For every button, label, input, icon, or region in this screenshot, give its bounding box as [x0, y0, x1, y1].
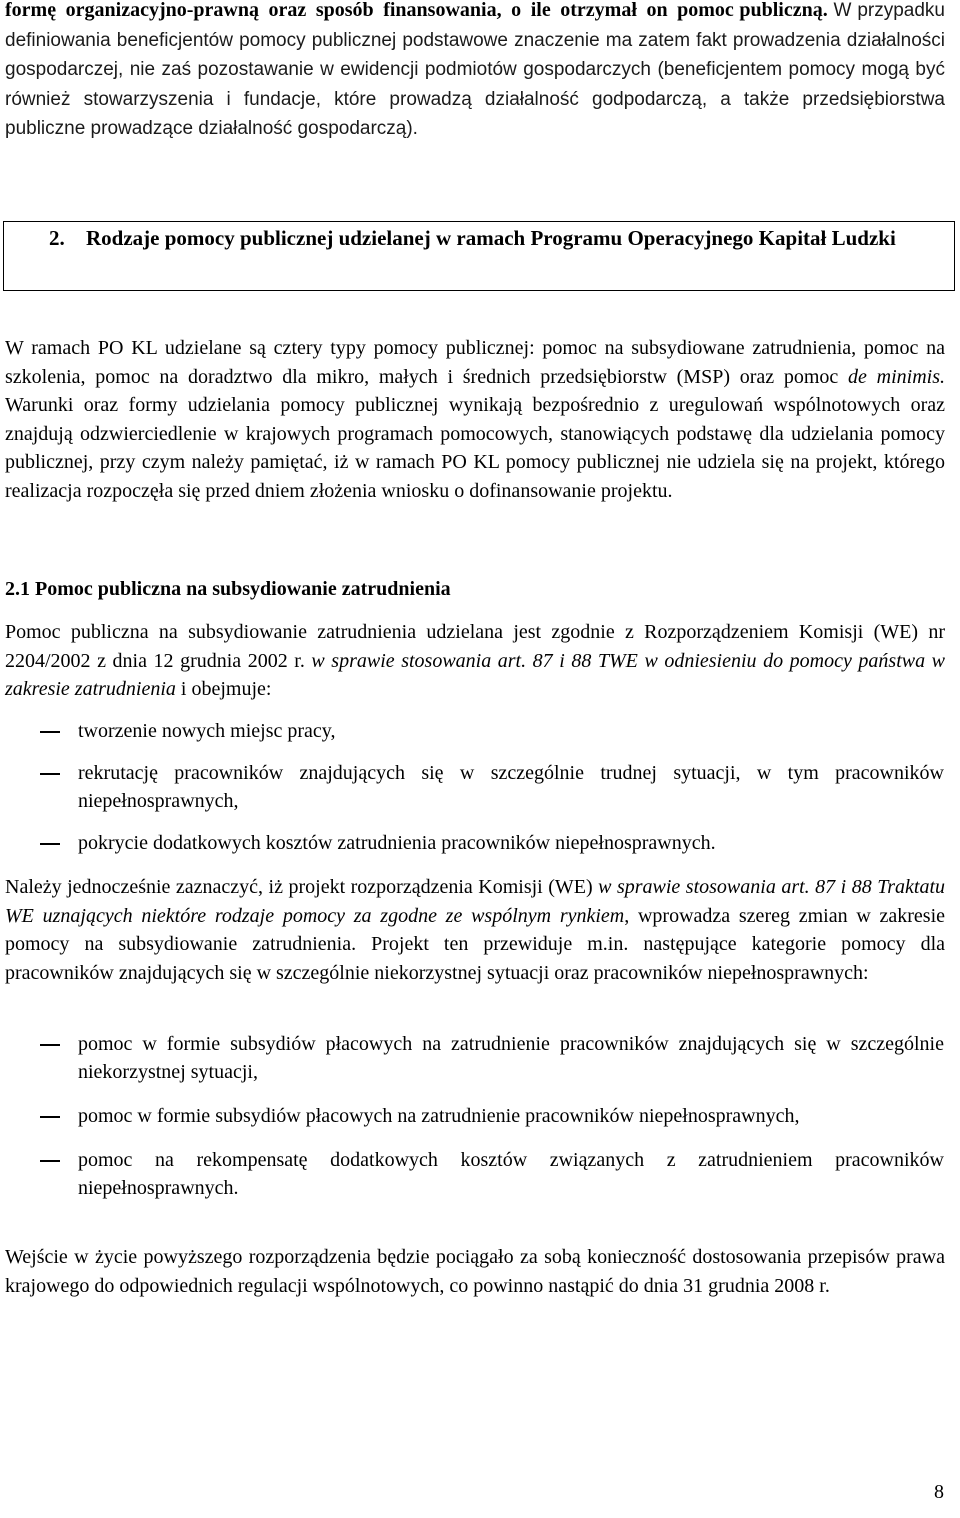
dash-bullet-icon — [40, 773, 60, 775]
paragraph-3-text-a: Należy jednocześnie zaznaczyć, iż projekt rozporządzenia Komisji (WE) — [5, 876, 599, 898]
list-item-text: tworzenie nowych miejsc pracy, — [78, 720, 336, 742]
dash-bullet-icon — [40, 1044, 60, 1046]
dash-bullet-icon — [40, 1116, 60, 1118]
section-2-1-heading: 2.1 Pomoc publiczna na subsydiowanie zatrudnienia — [5, 578, 451, 600]
list-item-text: rekrutację pracowników znajdujących się w szczególnie trudnej sytuacji, w tym pracowników niepełnosprawnych, — [78, 762, 944, 812]
list-item — [0, 759, 960, 815]
section-2-title: Rodzaje pomocy publicznej udzielanej w ramach Programu Operacyjnego Kapitał Ludzki — [86, 226, 896, 250]
intro-paragraph — [5, 0, 945, 144]
list-item — [0, 717, 960, 745]
paragraph-1-italic: de minimis. — [848, 365, 946, 388]
dash-bullet-icon — [40, 843, 60, 845]
dash-bullet-icon — [40, 1160, 60, 1162]
paragraph-2-text-a: Pomoc publiczna na subsydiowanie zatrudnienia udzielana jest zgodnie z Rozporządzeniem Komisji (WE) nr 2204/2002 z dnia 12 grudnia 2002 r. — [5, 621, 945, 672]
list-aid-categories — [0, 1030, 960, 1202]
intro-bold-line2: publiczną. — [739, 0, 828, 21]
paragraph-1-text-a: W ramach PO KL udzielane są cztery typy pomocy publicznej: pomoc na subsydiowane zatrudnienia, pomoc na szkolenia, pomoc na doradztwo dla mikro, małych i średnich przedsiębiorstw (MSP) oraz pomoc — [5, 337, 945, 388]
list-item-text: pomoc w formie subsydiów płacowych na zatrudnienie pracowników niepełnosprawnych, — [78, 1105, 800, 1127]
paragraph-1-text-b: Warunki oraz formy udzielania pomocy publicznej wynikają bezpośrednio z uregulowań wspólnotowych oraz znajdują odzwierciedlenie w krajowych programach pomocowych, stanowiących podstawę dla udzielania pomocy publicznej, przy czym należy pamiętać, iż w ramach PO KL pomocy publicznej nie udziela się na projekt, którego realizacja rozpoczęła się przed dniem złożenia wniosku o dofinansowanie projektu. — [5, 394, 945, 502]
list-item-text: pomoc na rekompensatę dodatkowych kosztów związanych z zatrudnieniem pracowników niepełnosprawnych. — [78, 1149, 944, 1199]
intro-bold-line1: formę organizacyjno-prawną oraz sposób finansowania, o ile otrzymał on pomoc — [5, 0, 734, 21]
paragraph-types-of-aid — [5, 334, 945, 505]
paragraph-employment-subsidy — [5, 618, 945, 704]
dash-bullet-icon — [40, 731, 60, 733]
paragraph-entry-into-force: Wejście w życie powyższego rozporządzenia będzie pociągało za sobą konieczność dostosowania przepisów prawa krajowego do odpowiednich regulacji wspólnotowych, co powinno nastąpić do dnia 31 grudnia 2008 r. — [5, 1246, 945, 1297]
list-item-text: pomoc w formie subsydiów płacowych na zatrudnienie pracowników znajdujących się w szczególnie niekorzystnej sytuacji, — [78, 1033, 944, 1083]
paragraph-3-italic: w sprawie stosowania art. 87 i 88 Traktatu WE uznających niektóre rodzaje pomocy za zgodne ze wspólnym rynkiem — [5, 876, 945, 927]
paragraph-2-text-b: i obejmuje: — [175, 678, 272, 700]
list-item — [0, 1102, 960, 1130]
paragraph-draft-regulation — [5, 873, 945, 987]
list-item — [0, 829, 960, 857]
list-aid-scope — [0, 717, 960, 857]
list-item — [0, 1030, 960, 1086]
list-item-text: pokrycie dodatkowych kosztów zatrudnienia pracowników niepełnosprawnych. — [78, 832, 716, 854]
paragraph-2-italic: w sprawie stosowania art. 87 i 88 TWE w odniesieniu do pomocy państwa w zakresie zatrudnienia — [5, 649, 945, 700]
page-number: 8 — [934, 1481, 944, 1503]
paragraph-3-text-b: , wprowadza szereg zmian w zakresie pomocy na subsydiowanie zatrudnienia. Projekt ten przewiduje m.in. następujące kategorie pomocy dla pracowników znajdujących się w szczególnie niekorzystnej sytuacji oraz pracowników niepełnosprawnych: — [5, 904, 946, 984]
section-2-number: 2. — [49, 226, 65, 250]
list-item — [0, 1146, 960, 1202]
intro-text: W przypadku definiowania beneficjentów pomocy publicznej podstawowe znaczenie ma zatem fakt prowadzenia działalności gospodarczej, nie zaś pozostawanie w ewidencji podmiotów gospodarczych (beneficjentem pomocy mogą być również stowarzyszenia i fundacje, które prowadzą działalność godpodarczą, a także przedsiębiorstwa publiczne prowadzące działalność gospodarczą). — [5, 0, 945, 139]
